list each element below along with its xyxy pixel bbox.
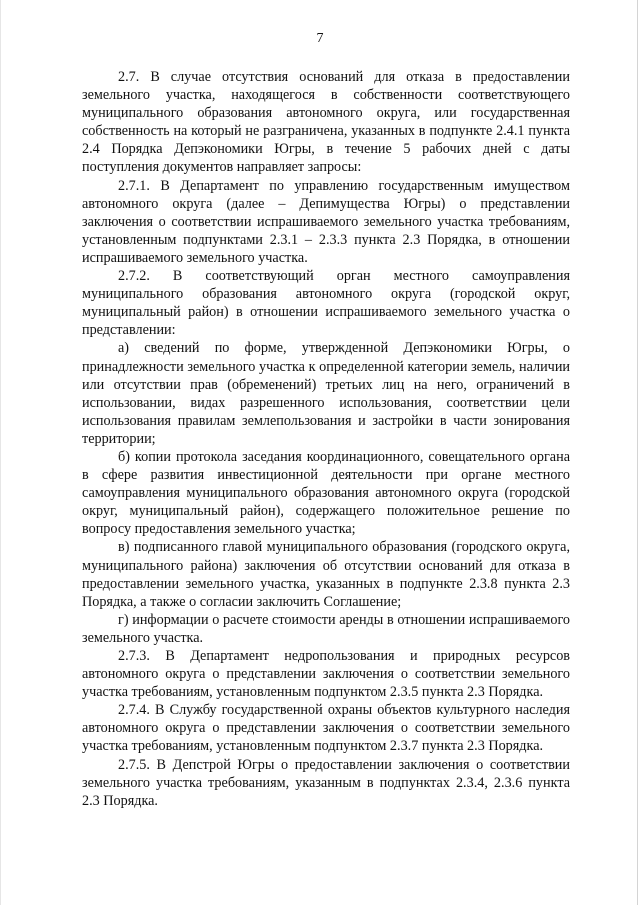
page-number: 7 — [316, 31, 324, 46]
paragraph-2-7-2-a: а) сведений по форме, утвержденной Депэкономики Югры, о принадлежности земельного участка к определенной категории земель, наличии или отсутствии прав (обременений) третьих лиц на него, ограничений в использовании, видах разрешенного использования, соответствии цели использования правилам землепользования и застройки в части зонирования территории; — [82, 340, 570, 447]
paragraph-2-7-2-g: г) информации о расчете стоимости аренды в отношении испрашиваемого земельного участка. — [82, 611, 570, 646]
paragraph-2-7-5: 2.7.5. В Депстрой Югры о предоставлении заключения о соответствии земельного участка требованиям, указанным в подпунктах 2.3.4, 2.3.6 пункта 2.3 Порядка. — [82, 756, 570, 809]
scan-edge-left — [0, 0, 1, 905]
paragraph-2-7-2: 2.7.2. В соответствующий орган местного самоуправления муниципального образования автономного округа (городской округ, муниципальный район) в отношении испрашиваемого земельного участка о представлении: — [82, 268, 570, 339]
scan-edge-right — [637, 0, 638, 905]
paragraph-2-7-1: 2.7.1. В Департамент по управлению государственным имуществом автономного округа (далее – Депимущества Югры) о представлении заключения о соответствии испрашиваемого земельного участка требованиям, установленным подпунктами 2.3.1 – 2.3.3 пункта 2.3 Порядка, в отношении испрашиваемого земельного участка. — [82, 177, 570, 266]
paragraph-2-7: 2.7. В случае отсутствия оснований для отказа в предоставлении земельного участка, находящегося в собственности соответствующего муниципального образования автономного округа, или государственная собственность на который не разграничена, указанных в подпункте 2.4.1 пункта 2.4 Порядка Депэкономики Югры, в течение 5 рабочих дней с даты поступления документов направляет запросы: — [82, 69, 570, 176]
paragraph-2-7-4: 2.7.4. В Службу государственной охраны объектов культурного наследия автономного округа о представлении заключения о соответствии земельного участка требованиям, установленным подпунктом 2.3.7 пункта 2.3 Порядка. — [82, 702, 570, 755]
paragraph-2-7-2-v: в) подписанного главой муниципального образования (городского округа, муниципального района) заключения об отсутствии оснований для отказа в предоставлении земельного участка, указанных в подпункте 2.3.8 пункта 2.3 Порядка, а также о согласии заключить Соглашение; — [82, 539, 570, 610]
paragraph-2-7-3: 2.7.3. В Департамент недропользования и природных ресурсов автономного округа о представлении заключения о соответствии земельного участка требованиям, установленным подпунктом 2.3.5 пункта 2.3 Порядка. — [82, 648, 570, 701]
paragraph-2-7-2-b: б) копии протокола заседания координационного, совещательного органа в сфере развития инвестиционной деятельности при органе местного самоуправления муниципального образования автономного округа (городской округ, муниципальный район), содержащего положительное решение по вопросу предоставления земельного участка; — [82, 448, 570, 538]
document-body — [82, 68, 570, 810]
